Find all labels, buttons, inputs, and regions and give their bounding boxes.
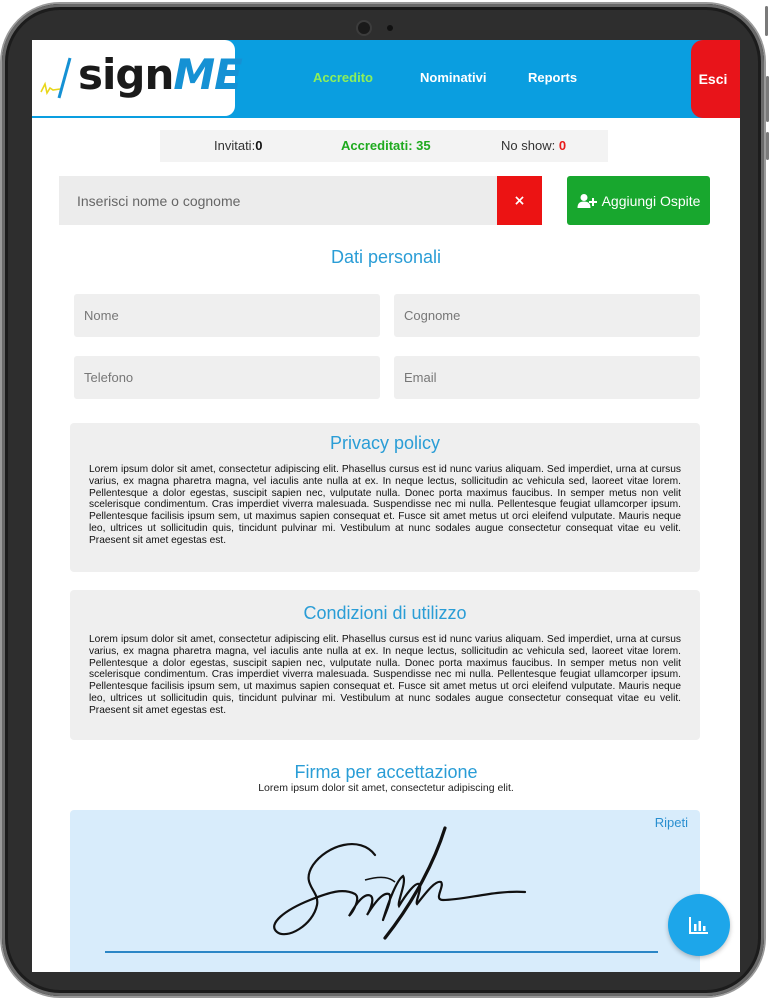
top-header <box>32 40 740 118</box>
logo-text <box>78 50 242 99</box>
reports-fab-button[interactable] <box>668 894 730 956</box>
signature-baseline <box>105 951 658 953</box>
noshow-stat <box>501 138 566 153</box>
invited-stat <box>214 138 262 153</box>
privacy-panel <box>70 423 700 572</box>
tablet-volume-button <box>766 76 769 122</box>
logo-slash-icon <box>56 56 72 100</box>
tablet-power-button <box>765 6 768 36</box>
add-guest-label: Aggiungi Ospite <box>601 192 701 209</box>
invited-label: Invitati: <box>214 138 256 153</box>
terms-panel <box>70 590 700 740</box>
invited-value: 0 <box>255 138 263 153</box>
privacy-title: Privacy policy <box>329 433 441 453</box>
repeat-button[interactable]: Ripeti <box>654 815 688 830</box>
add-guest-button[interactable] <box>567 176 710 225</box>
logo <box>32 40 242 116</box>
stats-bar <box>160 130 608 162</box>
noshow-label: No show: <box>501 138 556 153</box>
camera-icon <box>358 22 370 34</box>
personal-data-title: Dati personali <box>330 247 442 267</box>
privacy-text: Lorem ipsum dolor sit amet, consectetur adipiscing elit. Phasellus cursus est id nunc varius aliquam. Sed imperdiet, urna at cursus varius, ex magna pharetra magna, vel iaculis ante nulla at ex. In neque lectus, sollicitudin ac vehicula sed, laoreet vitae lorem. Pellentesque a dolor egestas, suscipit sapien nec, vulputate nulla. Donec porta maximus faucibus. In semper metus non velit scelerisque condimentum. Cras imperdiet viverra malesuada. Suspendisse nec mi nulla. Pellentesque feugiat ullamcorper ipsum. Pellentesque facilisis ipsum sem, ut maximus sapien consequat et. Fusce sit amet metus ut orci eleifend vulputate. Mauris neque leo, ultrices ut sollicitudin quis, tincidunt pulvinar mi. Vestibulum at nunc sodales augue consectetur consequat vitae eu velit. Praesent sit amet egestas est. <box>89 464 681 546</box>
signature-subtitle: Lorem ipsum dolor sit amet, consectetur adipiscing elit. <box>258 782 514 794</box>
clear-search-button[interactable] <box>497 176 542 225</box>
nav-reports[interactable]: Reports <box>528 70 578 85</box>
signature-pad[interactable] <box>70 810 700 972</box>
nav-nominativi[interactable]: Nominativi <box>420 70 487 85</box>
terms-text: Lorem ipsum dolor sit amet, consectetur adipiscing elit. Phasellus cursus est id nunc varius aliquam. Sed imperdiet, urna at cursus varius, ex magna pharetra magna, vel iaculis ante nulla at ex. In neque lectus, sollicitudin ac vehicula sed, laoreet vitae lorem. Pellentesque a dolor egestas, suscipit sapien nec, vulputate nulla. Donec porta maximus faucibus. In semper metus non velit scelerisque condimentum. Cras imperdiet viverra malesuada. Suspendisse nec mi nulla. Pellentesque feugiat ullamcorper ipsum. Pellentesque facilisis ipsum sem, ut maximus sapien consequat et. Fusce sit amet metus ut orci eleifend vulputate. Mauris neque leo, ultrices ut sollicitudin quis, tincidunt pulvinar mi. Vestibulum at nunc sodales augue consectetur consequat vitae eu velit. Praesent sit amet egestas est. <box>89 634 681 716</box>
logo-text-accent: ME <box>173 50 242 99</box>
app-screen <box>32 40 740 972</box>
search-input[interactable] <box>59 176 497 225</box>
phone-field[interactable] <box>74 356 380 399</box>
signature-drawing <box>265 820 535 945</box>
terms-title: Condizioni di utilizzo <box>303 603 467 623</box>
logo-text-main: sign <box>78 50 174 99</box>
name-field[interactable] <box>74 294 380 337</box>
signature-title: Firma per accettazione <box>294 762 478 782</box>
tablet-volume-button <box>766 132 769 160</box>
surname-field[interactable] <box>394 294 700 337</box>
email-field[interactable] <box>394 356 700 399</box>
noshow-value: 0 <box>558 138 567 153</box>
sensor-icon <box>387 25 393 31</box>
bar-chart-icon <box>688 915 710 935</box>
accredited-stat: Accreditati: 35 <box>341 138 431 153</box>
exit-label: Esci <box>698 71 728 87</box>
user-plus-icon <box>577 193 597 209</box>
nav-accredito[interactable]: Accredito <box>313 70 373 85</box>
close-icon: × <box>513 192 526 209</box>
tablet-frame <box>2 4 764 996</box>
exit-button[interactable] <box>691 40 740 118</box>
